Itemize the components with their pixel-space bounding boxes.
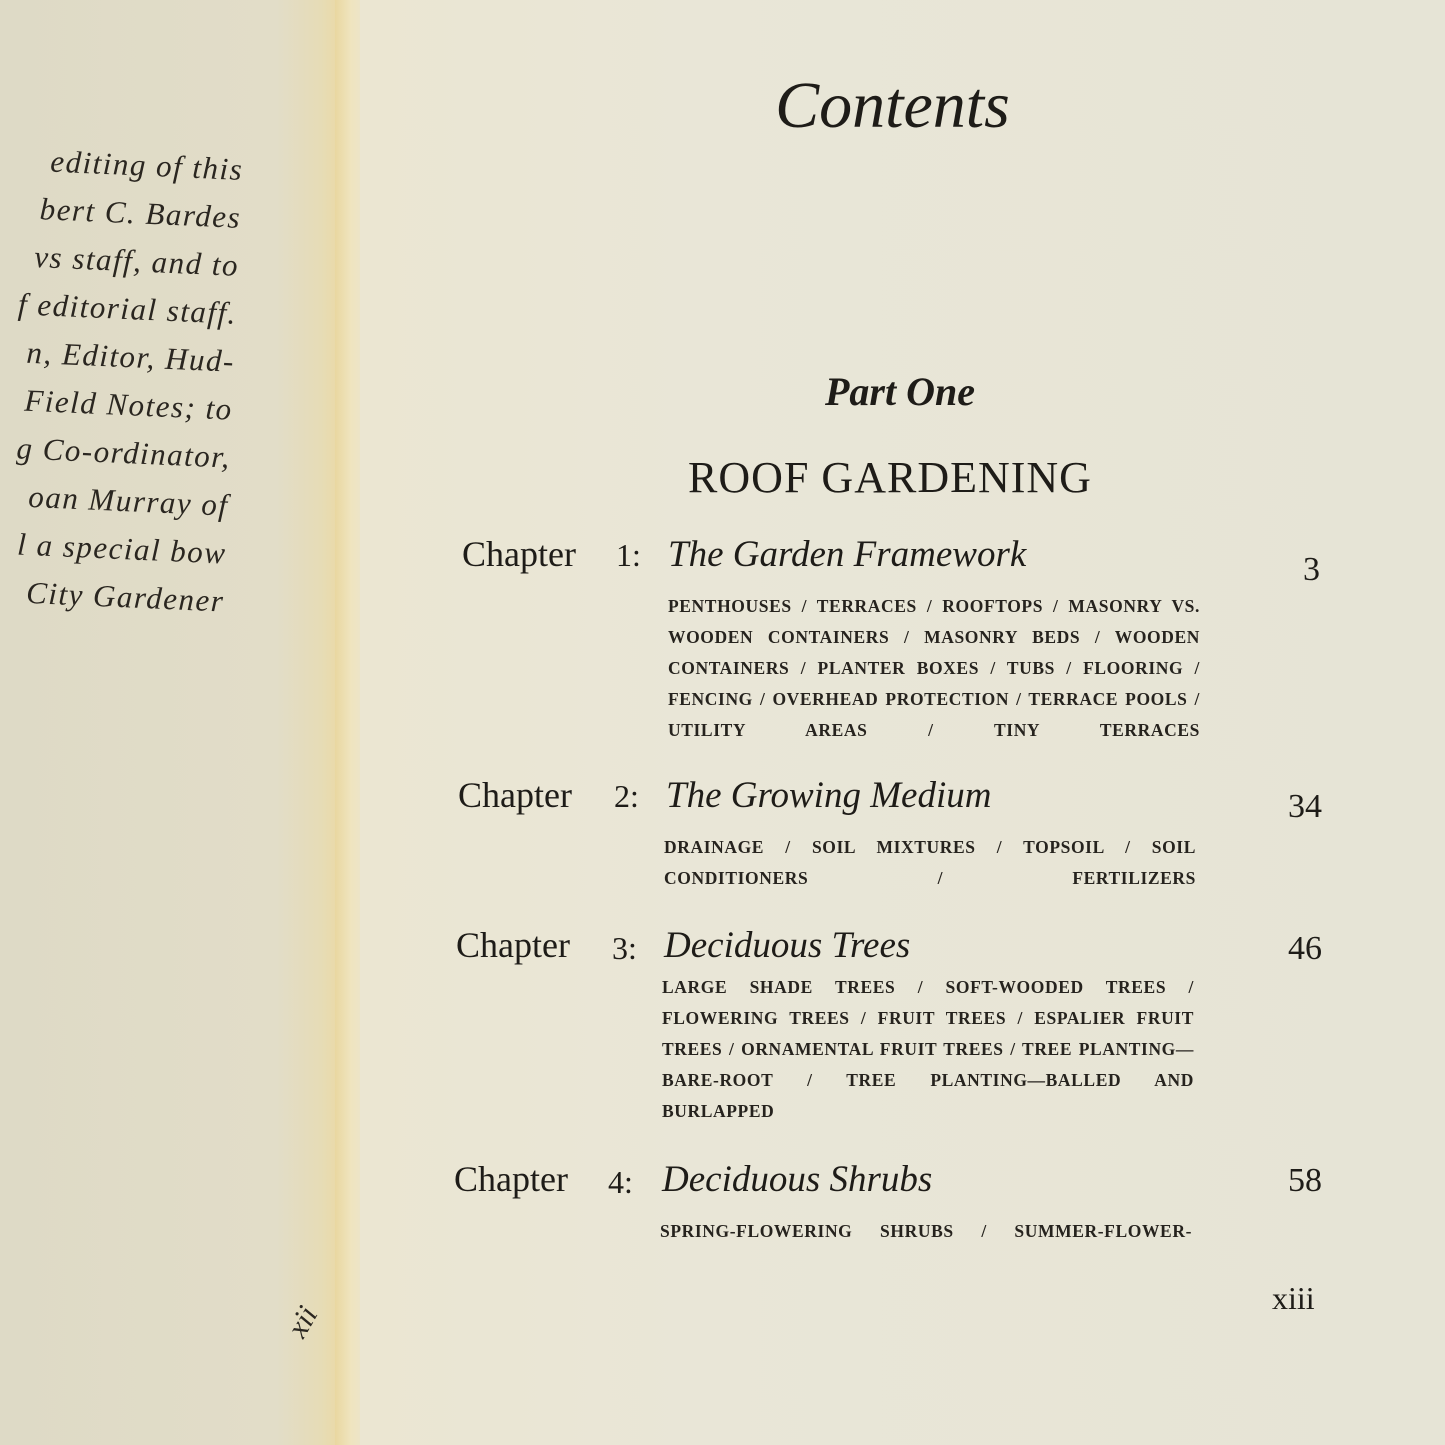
chapter-number: 1: xyxy=(616,537,641,573)
chapter-title: The Garden Framework xyxy=(668,534,1027,575)
part-heading: Part One xyxy=(825,369,975,414)
text-line: Field Notes; to xyxy=(23,382,234,427)
acknowledgements-text xyxy=(0,141,244,631)
chapter-number: 2: xyxy=(614,778,639,814)
chapter-title: Deciduous Shrubs xyxy=(662,1159,933,1200)
text-line: oan Murray of xyxy=(27,478,230,523)
chapter-label: Chapter xyxy=(456,925,570,965)
page-title: Contents xyxy=(775,69,1010,142)
text-line: n, Editor, Hud- xyxy=(25,334,236,379)
chapter-topics: LARGE SHADE TREES / SOFT-WOODED TREES / FLOWERING TREES / FRUIT TREES / ESPALIER FRUIT TREES / ORNAMENTAL FRUIT TREES / TREE PLANTING—BARE-ROOT / TREE PLANTING—BALLED AND BURLAPPED xyxy=(662,977,1194,1121)
text-line: bert C. Bardes xyxy=(39,191,242,235)
chapter-page: 34 xyxy=(1288,788,1322,825)
text-line: l a special bow xyxy=(16,526,228,571)
left-page xyxy=(0,0,345,1445)
page-number-right: xiii xyxy=(1272,1280,1315,1316)
chapter-topics: SPRING-FLOWERING SHRUBS / SUMMER-FLOWER- xyxy=(660,1221,1192,1241)
text-line: editing of this xyxy=(49,143,244,187)
chapter-label: Chapter xyxy=(462,534,576,574)
chapter-label: Chapter xyxy=(454,1159,568,1199)
chapter-topics: DRAINAGE / SOIL MIXTURES / TOPSOIL / SOIL CONDITIONERS / FERTILIZERS xyxy=(664,837,1196,888)
chapter-page: 58 xyxy=(1288,1162,1322,1199)
chapter-title: Deciduous Trees xyxy=(664,925,911,966)
text-line: f editorial staff. xyxy=(17,286,238,331)
chapter-number: 4: xyxy=(608,1164,633,1200)
chapter-number: 3: xyxy=(612,930,637,966)
chapter-title: The Growing Medium xyxy=(666,775,992,816)
chapter-topics: PENTHOUSES / TERRACES / ROOFTOPS / MASONRY VS. WOODEN CONTAINERS / MASONRY BEDS / WOODEN CONTAINERS / PLANTER BOXES / TUBS / FLOORING / FENCING / OVERHEAD PROTECTION / TERRACE POOLS / UTILITY AREAS / TINY TERRACES xyxy=(668,596,1200,740)
chapter-page: 46 xyxy=(1288,930,1322,967)
text-line: vs staff, and to xyxy=(33,238,240,283)
chapter-page: 3 xyxy=(1303,551,1320,588)
page-number-left: xii xyxy=(280,1300,325,1343)
text-line: City Gardener xyxy=(25,574,226,619)
section-heading: ROOF GARDENING xyxy=(688,453,1092,502)
text-line: g Co-ordinator, xyxy=(15,430,232,475)
chapter-label: Chapter xyxy=(458,775,572,815)
